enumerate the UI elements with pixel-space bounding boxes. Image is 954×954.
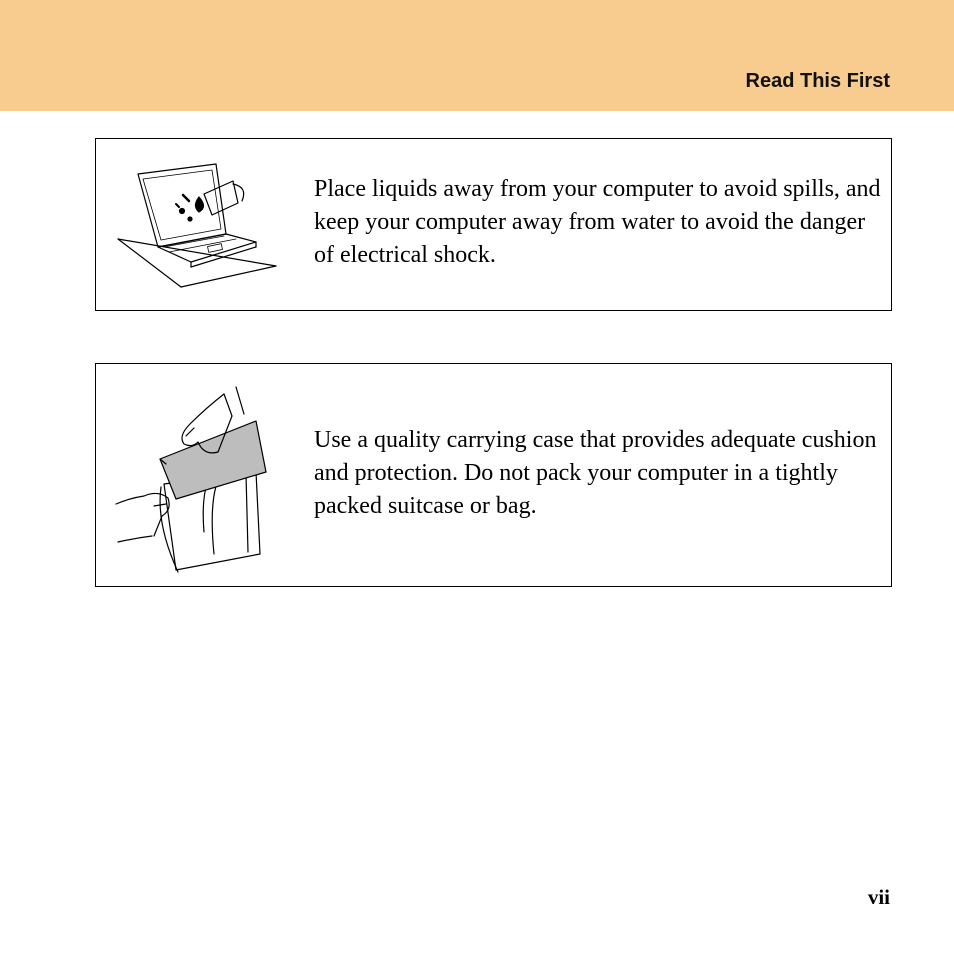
laptop-liquid-spill-illustration xyxy=(96,139,296,309)
tip-box-liquids xyxy=(95,138,892,311)
tip-box-carrying-case xyxy=(95,363,892,587)
tip-text: Use a quality carrying case that provides adequate cushion and protection. Do not pack your computer in a tightly packed suitcase or bag. xyxy=(314,427,877,519)
laptop-carrying-case-illustration xyxy=(96,364,296,588)
tip-text: Place liquids away from your computer to avoid spills, and keep your computer away from water to avoid the danger of electrical shock. xyxy=(314,176,881,268)
section-title: Read This First xyxy=(745,70,890,92)
page-header xyxy=(0,0,954,111)
page-number: vii xyxy=(867,885,890,909)
